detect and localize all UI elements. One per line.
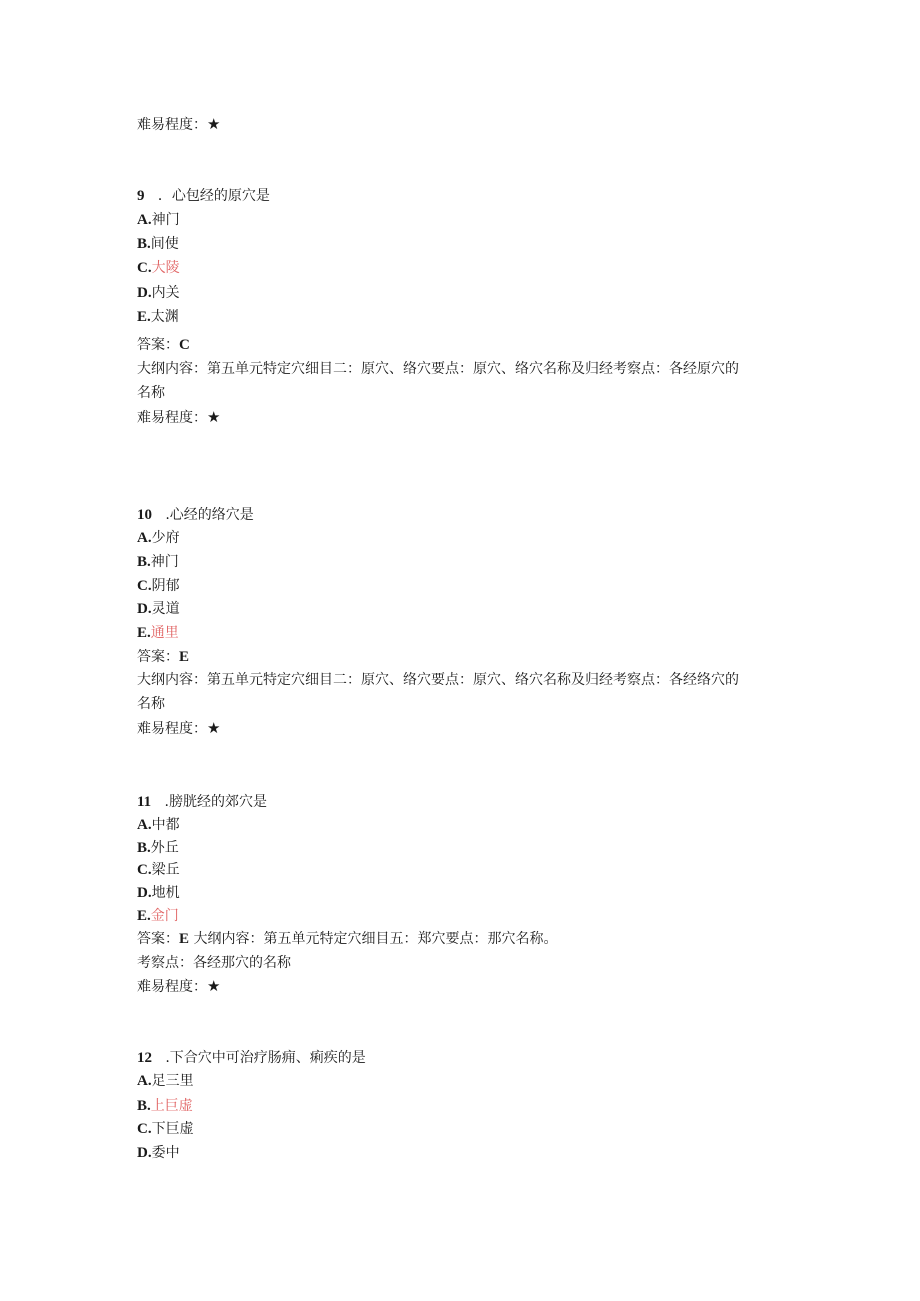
answer-line — [137, 930, 557, 948]
answer-line — [137, 648, 189, 666]
option-text: 间使 — [150, 236, 179, 252]
question-12-stem — [137, 1049, 366, 1067]
difficulty-line — [137, 719, 220, 738]
option-c — [137, 1120, 194, 1138]
option-letter: A. — [137, 530, 152, 546]
option-letter: B. — [137, 840, 151, 856]
difficulty-line — [137, 115, 220, 134]
question-number: 11 — [137, 794, 152, 810]
option-c — [137, 861, 180, 879]
option-letter: B. — [137, 1098, 151, 1114]
difficulty-line — [137, 408, 220, 427]
option-d — [137, 884, 180, 902]
option-letter: E. — [137, 625, 151, 641]
option-letter: D. — [137, 1145, 152, 1161]
option-a — [137, 529, 180, 547]
option-text-correct: 上巨虚 — [150, 1098, 193, 1114]
answer-value: E — [179, 649, 190, 665]
option-text: 少府 — [151, 530, 180, 546]
star-icon: ★ — [207, 408, 221, 426]
option-c — [137, 259, 180, 277]
option-a — [137, 1072, 194, 1090]
option-b — [137, 553, 179, 571]
option-c — [137, 577, 180, 595]
option-d — [137, 284, 180, 302]
question-text: ．心包经的原穴是 — [157, 188, 270, 204]
option-letter: D. — [137, 601, 152, 617]
difficulty-label: 难易程度： — [137, 979, 207, 995]
option-text-correct: 通里 — [150, 625, 179, 641]
option-letter: D. — [137, 285, 152, 301]
answer-label: 答案： — [137, 337, 179, 353]
option-text: 灵道 — [151, 601, 180, 617]
answer-line — [137, 336, 190, 354]
question-text: .心经的络穴是 — [165, 507, 254, 523]
question-9-stem — [137, 187, 270, 205]
option-text: 内关 — [151, 285, 180, 301]
option-letter: E. — [137, 908, 151, 924]
outline-line-cont: 名称 — [137, 385, 165, 401]
outline-line-cont: 名称 — [137, 696, 165, 712]
option-letter: B. — [137, 554, 151, 570]
outline-line: 大纲内容：第五单元特定穴细目二：原穴、络穴要点：原穴、络穴名称及归经考察点：各经原穴的 — [137, 361, 739, 377]
question-10-stem — [137, 506, 254, 524]
option-letter: D. — [137, 885, 152, 901]
outline-inline: 大纲内容：第五单元特定穴细目五：郑穴要点：那穴名称。 — [193, 931, 558, 947]
option-text: 梁丘 — [151, 862, 180, 878]
option-text: 神门 — [151, 212, 180, 228]
star-icon: ★ — [207, 115, 221, 133]
option-text: 太渊 — [150, 309, 179, 325]
star-icon: ★ — [207, 977, 221, 995]
option-d — [137, 600, 180, 618]
option-e — [137, 907, 179, 925]
option-b — [137, 1097, 193, 1115]
option-letter: C. — [137, 1121, 152, 1137]
option-e — [137, 624, 179, 642]
option-letter: A. — [137, 212, 152, 228]
option-b — [137, 839, 179, 857]
star-icon: ★ — [207, 719, 221, 737]
option-text: 地机 — [151, 885, 180, 901]
option-letter: A. — [137, 1073, 152, 1089]
option-letter: E. — [137, 309, 151, 325]
option-e — [137, 308, 179, 326]
option-text-correct: 大陵 — [151, 260, 180, 276]
difficulty-label: 难易程度： — [137, 410, 207, 426]
difficulty-label: 难易程度： — [137, 117, 207, 133]
option-text: 委中 — [151, 1145, 180, 1161]
option-text: 外丘 — [150, 840, 179, 856]
answer-label: 答案： — [137, 931, 179, 947]
option-b — [137, 235, 179, 253]
option-text: 下巨虚 — [151, 1121, 194, 1137]
option-text: 中都 — [151, 817, 180, 833]
question-number: 10 — [137, 507, 152, 523]
question-number: 12 — [137, 1050, 152, 1066]
option-letter: A. — [137, 817, 152, 833]
question-text: .下合穴中可治疗肠痈、痢疾的是 — [165, 1050, 366, 1066]
difficulty-line — [137, 977, 220, 996]
option-a — [137, 211, 180, 229]
option-text: 足三里 — [151, 1073, 194, 1089]
question-number: 9 — [137, 188, 145, 204]
outline-line: 大纲内容：第五单元特定穴细目二：原穴、络穴要点：原穴、络穴名称及归经考察点：各经络穴的 — [137, 672, 739, 688]
option-letter: C. — [137, 260, 152, 276]
option-letter: C. — [137, 862, 152, 878]
question-11-stem — [137, 793, 267, 811]
option-text-correct: 金门 — [150, 908, 179, 924]
outline-line-cont: 考察点：各经那穴的名称 — [137, 955, 291, 971]
answer-value: E — [179, 931, 190, 947]
option-d — [137, 1144, 180, 1162]
option-a — [137, 816, 180, 834]
answer-value: C — [179, 337, 190, 353]
answer-label: 答案： — [137, 649, 179, 665]
option-letter: B. — [137, 236, 151, 252]
difficulty-label: 难易程度： — [137, 721, 207, 737]
option-text: 阴郁 — [151, 578, 180, 594]
option-text: 神门 — [150, 554, 179, 570]
question-text: .膀胱经的郊穴是 — [164, 794, 267, 810]
option-letter: C. — [137, 578, 152, 594]
